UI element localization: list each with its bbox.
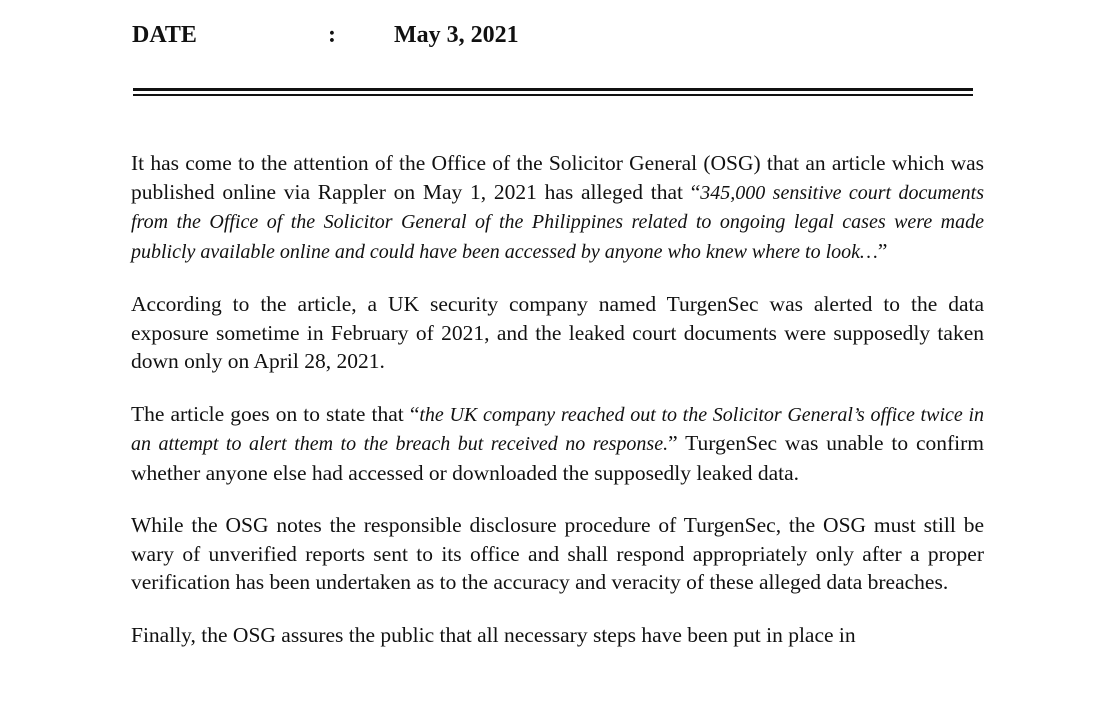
document-body [131, 149, 984, 673]
date-label: DATE [132, 22, 197, 48]
header-rule-thin [133, 94, 973, 96]
paragraph-2: According to the article, a UK security company named TurgenSec was alerted to the data exposure sometime in February of 2021, and the leaked court documents were supposedly taken down only on April 28, 2021. [131, 292, 984, 373]
paragraph-3-rest: ” TurgenSec was unable to confirm whether anyone else had accessed or downloaded the supposedly leaked data. [131, 431, 984, 485]
date-header [132, 18, 992, 52]
paragraph-1-text: It has come to the attention of the Office of the Solicitor General (OSG) that an article which was published online via Rappler on May 1, 2021 has alleged that “ [131, 151, 984, 204]
paragraph-4: While the OSG notes the responsible disclosure procedure of TurgenSec, the OSG must still be wary of unverified reports sent to its office and shall respond appropriately only after a proper verification has been undertaken as to the accuracy and veracity of these alleged data breaches. [131, 513, 984, 594]
date-value: May 3, 2021 [394, 22, 519, 48]
paragraph-1 [131, 149, 984, 266]
paragraph-3-quote: the UK company reached out to the Solicitor General’s office twice in an attempt to alert them to the breach but received no response. [131, 403, 985, 455]
paragraph-1-quote: 345,000 sensitive court documents from the Office of the Solicitor General of the Philippines related to ongoing legal cases were made publicly available online and could have been accessed by anyone who knew where to look… [131, 181, 984, 263]
header-rule-thick [133, 88, 973, 91]
paragraph-3 [131, 400, 984, 488]
paragraph-5: Finally, the OSG assures the public that all necessary steps have been put in place in [131, 622, 856, 647]
date-colon: : [328, 22, 336, 48]
paragraph-1-close: ” [877, 238, 888, 263]
paragraph-3-text: The article goes on to state that “ [131, 401, 420, 426]
